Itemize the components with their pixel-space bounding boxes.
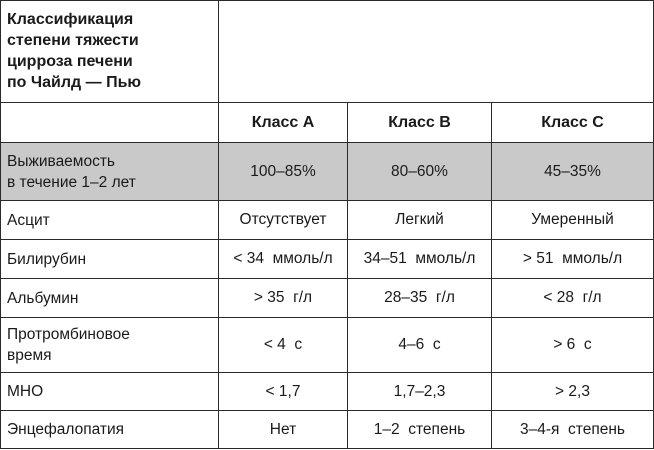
cell-bilirubin-class-a: < 34 ммоль/л [219,240,348,279]
header-corner-cell [1,103,219,143]
row-albumin [1,279,654,318]
title-blank-cell [219,1,654,103]
cell-albumin-class-b: 28–35 г/л [348,279,492,318]
row-label-albumin: Альбумин [1,279,219,318]
row-label-bilirubin: Билирубин [1,240,219,279]
row-label-survival: Выживаемость в течение 1–2 лет [1,143,219,201]
row-inr [1,373,654,411]
cell-encephalopathy-class-a: Нет [219,411,348,449]
cell-ascites-class-a: Отсутствует [219,201,348,240]
cell-survival-class-b: 80–60% [348,143,492,201]
table-title: Классификация степени тяжести цирроза печени по Чайлд — Пью [1,1,219,103]
cell-bilirubin-class-c: > 51 ммоль/л [492,240,654,279]
cell-bilirubin-class-b: 34–51 ммоль/л [348,240,492,279]
row-prothrombin-time [1,318,654,373]
cell-encephalopathy-class-c: 3–4-я степень [492,411,654,449]
cell-encephalopathy-class-b: 1–2 степень [348,411,492,449]
row-encephalopathy [1,411,654,449]
cell-survival-class-a: 100–85% [219,143,348,201]
cell-inr-class-b: 1,7–2,3 [348,373,492,411]
cell-prothrombin-class-a: < 4 с [219,318,348,373]
cell-survival-class-c: 45–35% [492,143,654,201]
cell-inr-class-c: > 2,3 [492,373,654,411]
column-header-class-a: Класс A [219,103,348,143]
cell-ascites-class-c: Умеренный [492,201,654,240]
cell-inr-class-a: < 1,7 [219,373,348,411]
cell-prothrombin-class-c: > 6 с [492,318,654,373]
column-header-class-b: Класс B [348,103,492,143]
row-label-encephalopathy: Энцефалопатия [1,411,219,449]
row-label-prothrombin-time: Протромбиновое время [1,318,219,373]
header-row [1,103,654,143]
row-label-ascites: Асцит [1,201,219,240]
cell-albumin-class-c: < 28 г/л [492,279,654,318]
cell-ascites-class-b: Легкий [348,201,492,240]
row-survival [1,143,654,201]
column-header-class-c: Класс C [492,103,654,143]
cell-albumin-class-a: > 35 г/л [219,279,348,318]
row-ascites [1,201,654,240]
row-label-inr: МНО [1,373,219,411]
row-bilirubin [1,240,654,279]
cell-prothrombin-class-b: 4–6 с [348,318,492,373]
title-row [1,1,654,103]
